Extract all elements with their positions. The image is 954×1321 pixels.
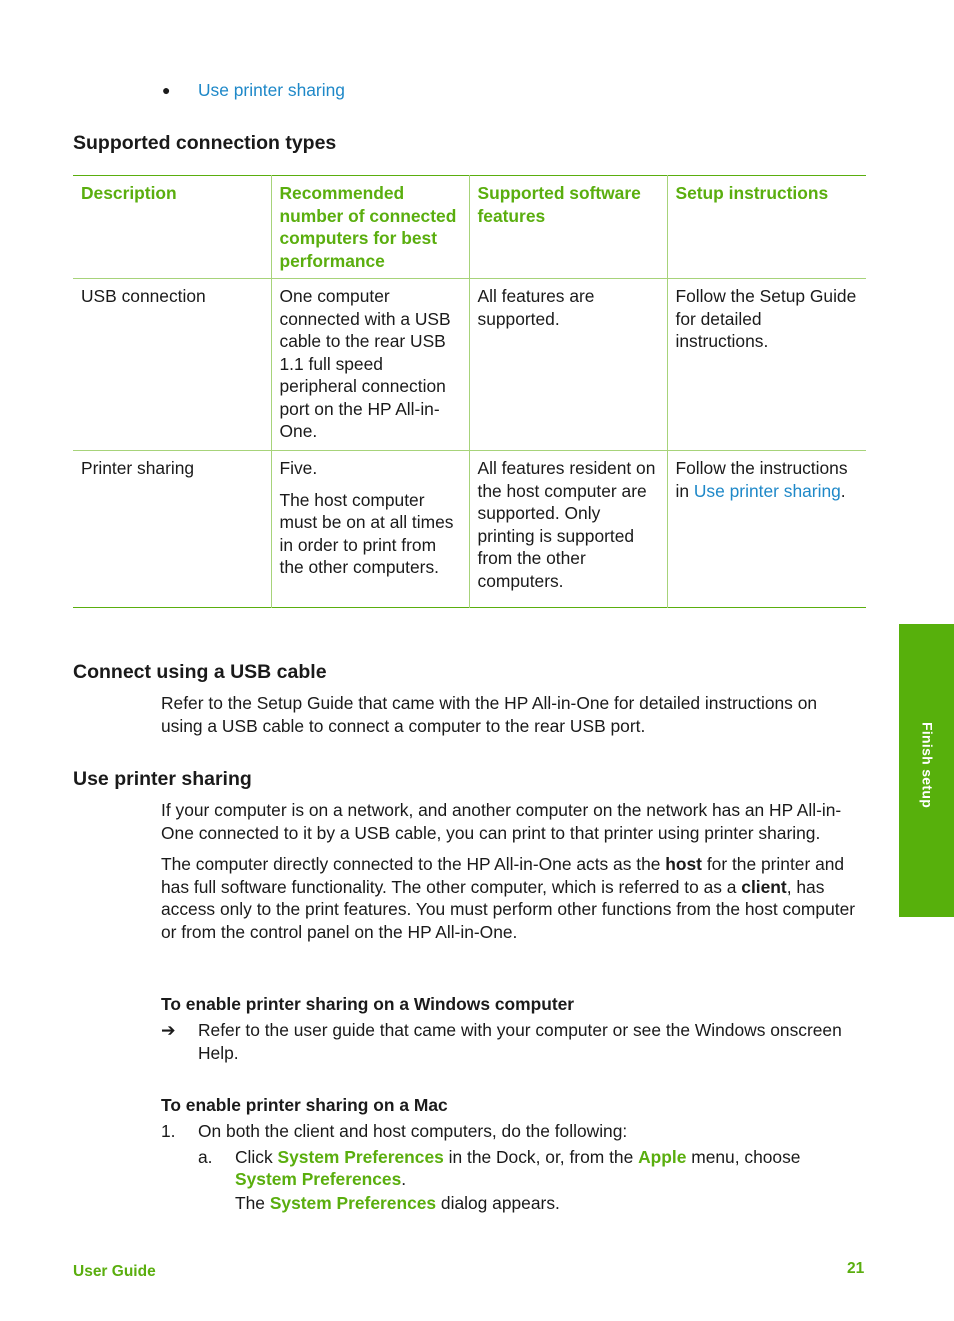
text-span: The — [235, 1192, 270, 1213]
mac-procedure-heading: To enable printer sharing on a Mac — [161, 1095, 448, 1115]
bullet-marker: ● — [162, 82, 171, 98]
substep-letter: a. — [198, 1146, 213, 1167]
text-span: , has access only to the print features. You must perform other functions from the host computer or from the control panel on the HP All-in-One. — [161, 876, 856, 942]
chapter-side-tab — [899, 624, 954, 917]
header-setup-instructions: Setup instructions — [667, 176, 866, 279]
use-printer-sharing-link[interactable]: Use printer sharing — [693, 480, 841, 501]
text-span: menu, choose — [686, 1146, 801, 1167]
cell-description: Printer sharing — [81, 458, 195, 478]
setup-period: . — [840, 480, 846, 501]
cell-computers-count: Five. — [279, 458, 318, 478]
cell-computers: One computer connected with a USB cable to the rear USB 1.1 full speed peripheral connection port on the HP All-in-One. — [271, 279, 469, 451]
header-recommended-computers: Recommended number of connected computers for best performance — [271, 176, 469, 279]
chapter-tab-label: Finish setup — [919, 722, 936, 809]
windows-procedure-heading: To enable printer sharing on a Windows computer — [161, 994, 575, 1014]
windows-step — [161, 1019, 858, 1064]
cell-features: All features are supported. — [469, 279, 667, 451]
sharing-body — [161, 799, 863, 943]
sharing-paragraph-2 — [161, 853, 863, 943]
cell-setup: Follow the Setup Guide for detailed instructions. — [667, 279, 866, 451]
apple-menu-term: Apple — [638, 1146, 687, 1167]
substep-a-text — [235, 1146, 861, 1191]
supported-connection-types-heading: Supported connection types — [73, 132, 337, 154]
substep-a-result — [235, 1192, 861, 1215]
text-span: The computer directly connected to the HP All-in-One acts as the — [161, 854, 666, 874]
step-1-text: On both the client and host computers, do the following: — [198, 1121, 628, 1141]
usb-paragraph: Refer to the Setup Guide that came with the HP All-in-One for detailed instructions on using a USB cable to connect a computer to the rear USB port. — [161, 693, 818, 736]
arrow-icon: ➔ — [161, 1020, 176, 1040]
connection-types-table — [73, 175, 866, 608]
header-supported-features: Supported software features — [469, 176, 667, 279]
setup-text: Follow the instructions in — [675, 458, 848, 501]
system-preferences-term: System Preferences — [269, 1192, 437, 1213]
use-printer-sharing-link[interactable]: Use printer sharing — [198, 80, 345, 100]
table-row — [73, 279, 866, 451]
sharing-paragraph-1: If your computer is on a network, and another computer on the network has an HP All-in-One connected to it by a USB cable, you can print to that printer using printer sharing. — [161, 800, 842, 843]
mac-step-1 — [161, 1120, 861, 1214]
text-span: for the printer and has full software functionality. The other computer, which is referred to as a — [161, 854, 845, 897]
table-row — [73, 451, 866, 608]
client-term: client — [741, 876, 787, 897]
cell-description: USB connection — [81, 286, 206, 306]
cell-setup — [667, 451, 866, 608]
mac-step-1a — [198, 1146, 861, 1215]
windows-step-text: Refer to the user guide that came with your computer or see the Windows onscreen Help. — [198, 1020, 842, 1063]
use-printer-sharing-heading: Use printer sharing — [73, 768, 252, 790]
text-span: . — [401, 1169, 407, 1189]
table-header-row — [73, 176, 866, 279]
usb-body — [161, 692, 861, 737]
footer-guide-title: User Guide — [73, 1263, 156, 1280]
mac-steps — [161, 1120, 861, 1214]
text-span: Click — [235, 1146, 278, 1167]
text-span: dialog appears. — [436, 1192, 560, 1213]
system-preferences-term: System Preferences — [235, 1169, 402, 1189]
step-number: 1. — [161, 1121, 176, 1141]
footer-page-number: 21 — [847, 1260, 865, 1277]
cell-features: All features resident on the host computer are supported. Only printing is supported from the other computers. — [469, 451, 667, 608]
cell-computers — [271, 451, 469, 608]
system-preferences-term: System Preferences — [277, 1146, 444, 1167]
connect-usb-heading: Connect using a USB cable — [73, 661, 327, 683]
cell-computers-note: The host computer must be on at all times in order to print from the other computers. — [279, 489, 454, 577]
host-term: host — [665, 854, 702, 874]
text-span: in the Dock, or, from the — [443, 1146, 639, 1167]
header-description: Description — [81, 183, 177, 203]
